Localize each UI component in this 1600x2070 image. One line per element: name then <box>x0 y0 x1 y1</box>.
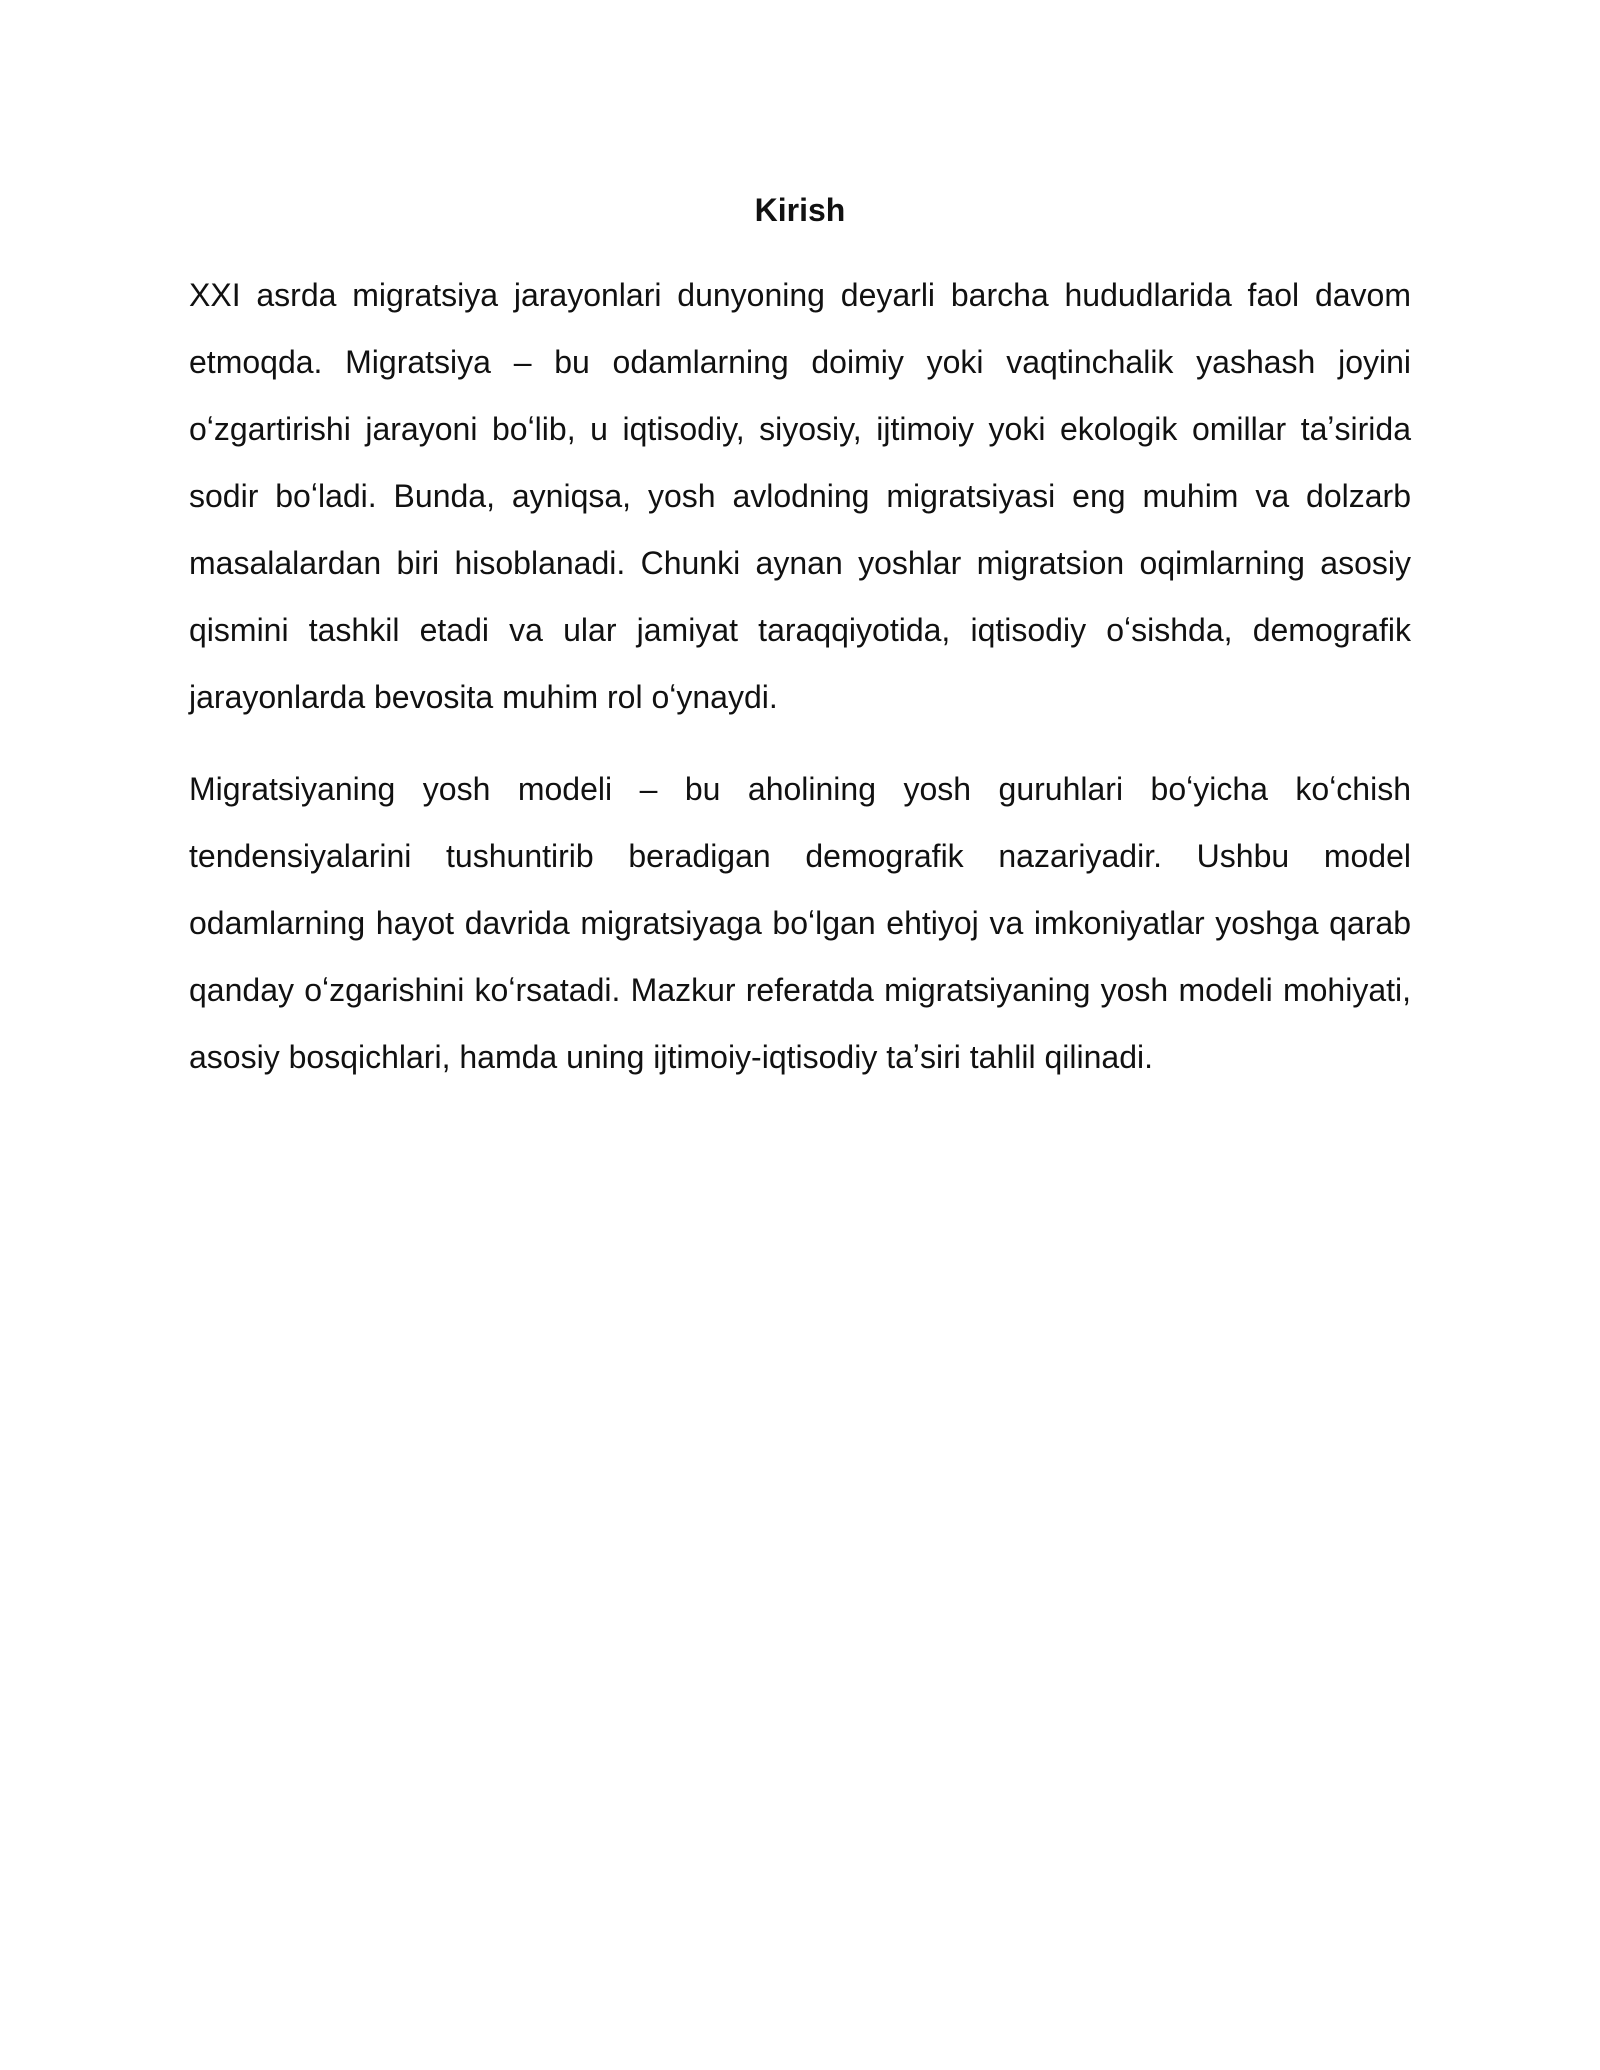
document-body <box>189 184 1411 1116</box>
page-title: Kirish <box>754 192 846 228</box>
paragraph-age-model: Migratsiyaning yosh modeli – bu aholining yosh guruhlari boʻyicha koʻchish tendensiyalarini tushuntirib beradigan demografik nazariyadir. Ushbu model odamlarning hayot davrida migratsiyaga boʻlgan ehtiyoj va imkoniyatlar yoshga qarab qanday oʻzgarishini koʻrsatadi. Mazkur referatda migratsiyaning yosh modeli mohiyati, asosiy bosqichlari, hamda uning ijtimoiy-iqtisodiy taʼsiri tahlil qilinadi. <box>189 771 1411 1075</box>
paragraph-intro: XXI asrda migratsiya jarayonlari dunyoning deyarli barcha hududlarida faol davom etmoqda. Migratsiya – bu odamlarning doimiy yoki vaqtinchalik yashash joyini oʻzgartirishi jarayoni boʻlib, u iqtisodiy, siyosiy, ijtimoiy yoki ekologik omillar taʼsirida sodir boʻladi. Bunda, ayniqsa, yosh avlodning migratsiyasi eng muhim va dolzarb masalalardan biri hisoblanadi. Chunki aynan yoshlar migratsion oqimlarning asosiy qismini tashkil etadi va ular jamiyat taraqqiyotida, iqtisodiy oʻsishda, demografik jarayonlarda bevosita muhim rol oʻynaydi. <box>189 277 1411 715</box>
